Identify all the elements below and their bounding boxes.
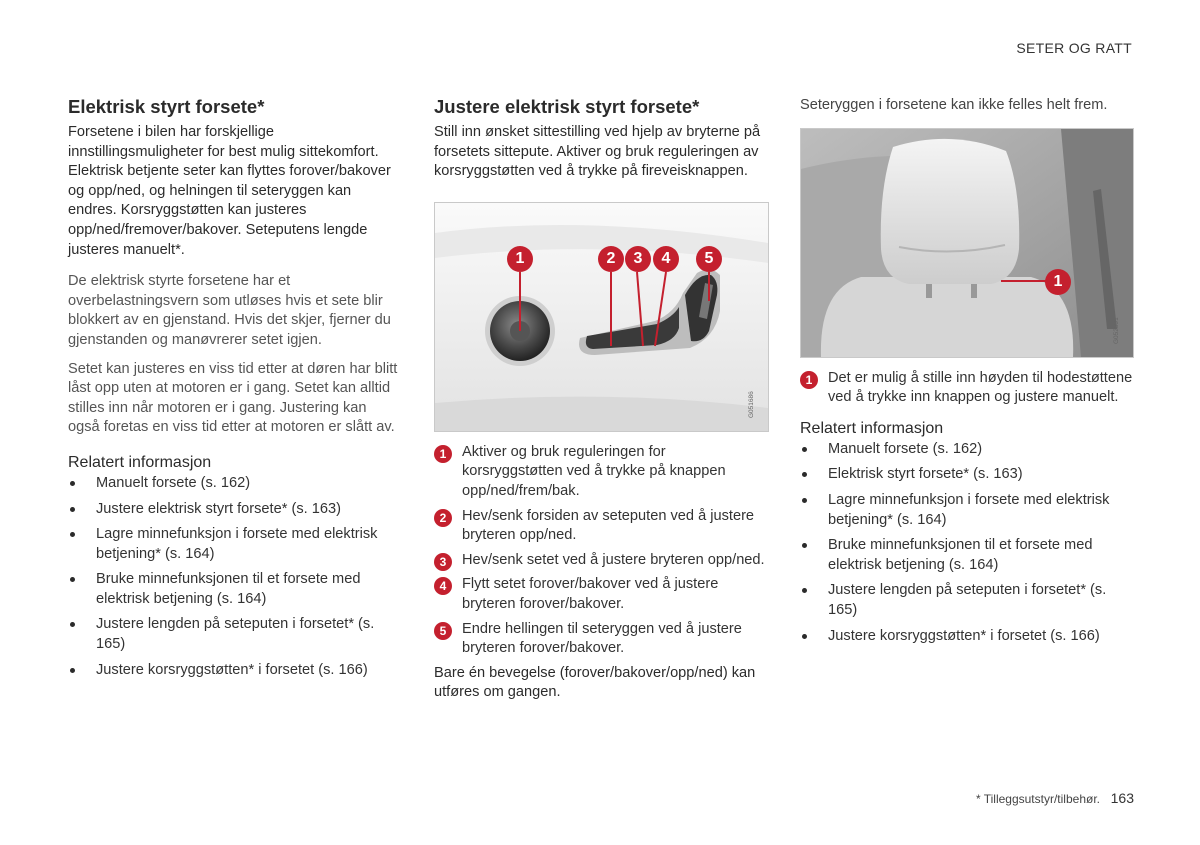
section-title: Elektrisk styrt forsete* (68, 96, 265, 117)
related-link[interactable]: Bruke minnefunksjonen til et forsete med elektrisk betjening (s. 164) (68, 570, 400, 609)
related-link[interactable]: Lagre minnefunksjon i forsete med elektrisk betjening* (s. 164) (68, 525, 400, 564)
timing-paragraph: Setet kan justeres en viss tid etter at døren har blitt låst opp uten at motoren er i gang. Setet kan alltid stilles inn når motoren er i gang. Justering kan også foretas en viss tid etter at motoren er slått av. (68, 360, 398, 436)
related-link[interactable]: Justere korsryggstøtten* i forsetet (s. 166) (800, 627, 1136, 647)
seat-controls-illustration (435, 203, 768, 431)
legend-number-badge: 2 (434, 509, 452, 527)
related-link[interactable]: Manuelt forsete (s. 162) (68, 474, 400, 494)
legend-text: Hev/senk forsiden av seteputen ved å justere bryteren opp/ned. (462, 507, 755, 544)
related-list (68, 474, 400, 680)
related-link[interactable]: Justere elektrisk styrt forsete* (s. 163) (68, 500, 400, 520)
legend-number-badge: 1 (434, 445, 452, 463)
legend-text: Flytt setet forover/bakover ved å justere bryteren forover/bakover. (462, 576, 719, 612)
callout-2: 2 (598, 246, 624, 272)
headrest-figure (800, 128, 1134, 358)
callout-5: 5 (696, 246, 722, 272)
intro-paragraph: Forsetene i bilen har forskjellige innstillingsmuligheter for best mulig sittekomfort. Elektrisk betjente seter kan flyttes forover/bakover og opp/ned, og helningen til seteryggen kan endres. Korsryggstøtten kan justeres opp/ned/fremover/bakover. Seteputens lengde justeres manuelt*. (68, 124, 391, 258)
figure-code: G051686 (748, 391, 755, 418)
legend-item (434, 620, 768, 659)
legend-item (434, 575, 768, 614)
seat-controls-figure (434, 202, 769, 432)
legend-item (434, 507, 768, 546)
callout-legend (434, 443, 768, 659)
legend-item (800, 369, 1136, 408)
intro-paragraph: Still inn ønsket sittestilling ved hjelp av bryterne på forsetets sittepute. Aktiver og bruk reguleringen av korsryggstøtten ved å trykke på fireveisknappen. (434, 124, 761, 180)
related-link[interactable]: Manuelt forsete (s. 162) (800, 440, 1136, 460)
related-link[interactable]: Justere lengden på seteputen i forsetet* (s. 165) (68, 615, 400, 654)
legend-text: Aktiver og bruk reguleringen for korsryggstøtten ved å trykke på knappen opp/ned/frem/bak. (462, 443, 726, 499)
related-link[interactable]: Lagre minnefunksjon i forsete med elektrisk betjening* (s. 164) (800, 491, 1136, 530)
related-link[interactable]: Elektrisk styrt forsete* (s. 163) (800, 465, 1136, 485)
related-link[interactable]: Bruke minnefunksjonen til et forsete med elektrisk betjening (s. 164) (800, 536, 1136, 575)
footnote: * Tilleggsutstyr/tilbehør. (975, 792, 1100, 806)
page-number: 163 (1110, 790, 1134, 806)
overload-paragraph: De elektrisk styrte forsetene har et overbelastningsvern som utløses hvis et sete blir blokkert av en gjenstand. Hvis det skjer, fjerner du gjenstanden og manøvrerer setet igjen. (68, 273, 391, 348)
legend-text: Det er mulig å stille inn høyden til hodestøttene ved å trykke inn knappen og justere manuelt. (828, 369, 1133, 406)
callout-1: 1 (1045, 269, 1071, 295)
legend-text: Endre hellingen til seteryggen ved å justere bryteren forover/bakover. (462, 620, 742, 657)
related-list (800, 440, 1136, 646)
callout-4: 4 (653, 246, 679, 272)
legend-number-badge: 5 (434, 622, 452, 640)
related-title: Relatert informasjon (800, 419, 944, 437)
callout-legend (800, 369, 1136, 408)
legend-item (434, 551, 768, 571)
section-title: Justere elektrisk styrt forsete* (434, 96, 700, 117)
callout-3: 3 (625, 246, 651, 272)
headrest-illustration (801, 129, 1133, 357)
column-headrest (800, 96, 1136, 652)
outro-paragraph: Bare én bevegelse (forover/bakover/opp/ned) kan utføres om gangen. (434, 664, 756, 701)
figure-code: G052391 (1113, 316, 1120, 344)
legend-number-badge: 1 (800, 371, 818, 389)
column-intro (68, 96, 400, 686)
legend-text: Hev/senk setet ved å justere bryteren opp/ned. (462, 551, 765, 568)
column-adjust (434, 96, 768, 712)
related-link[interactable]: Justere lengden på seteputen i forsetet* (s. 165) (800, 581, 1136, 620)
section-header: SETER OG RATT (1016, 40, 1132, 56)
intro-paragraph: Seteryggen i forsetene kan ikke felles helt frem. (800, 97, 1108, 113)
related-title: Relatert informasjon (68, 453, 212, 471)
legend-number-badge: 4 (434, 577, 452, 595)
legend-item (434, 443, 768, 502)
legend-number-badge: 3 (434, 553, 452, 571)
related-link[interactable]: Justere korsryggstøtten* i forsetet (s. 166) (68, 661, 400, 681)
callout-1: 1 (507, 246, 533, 272)
